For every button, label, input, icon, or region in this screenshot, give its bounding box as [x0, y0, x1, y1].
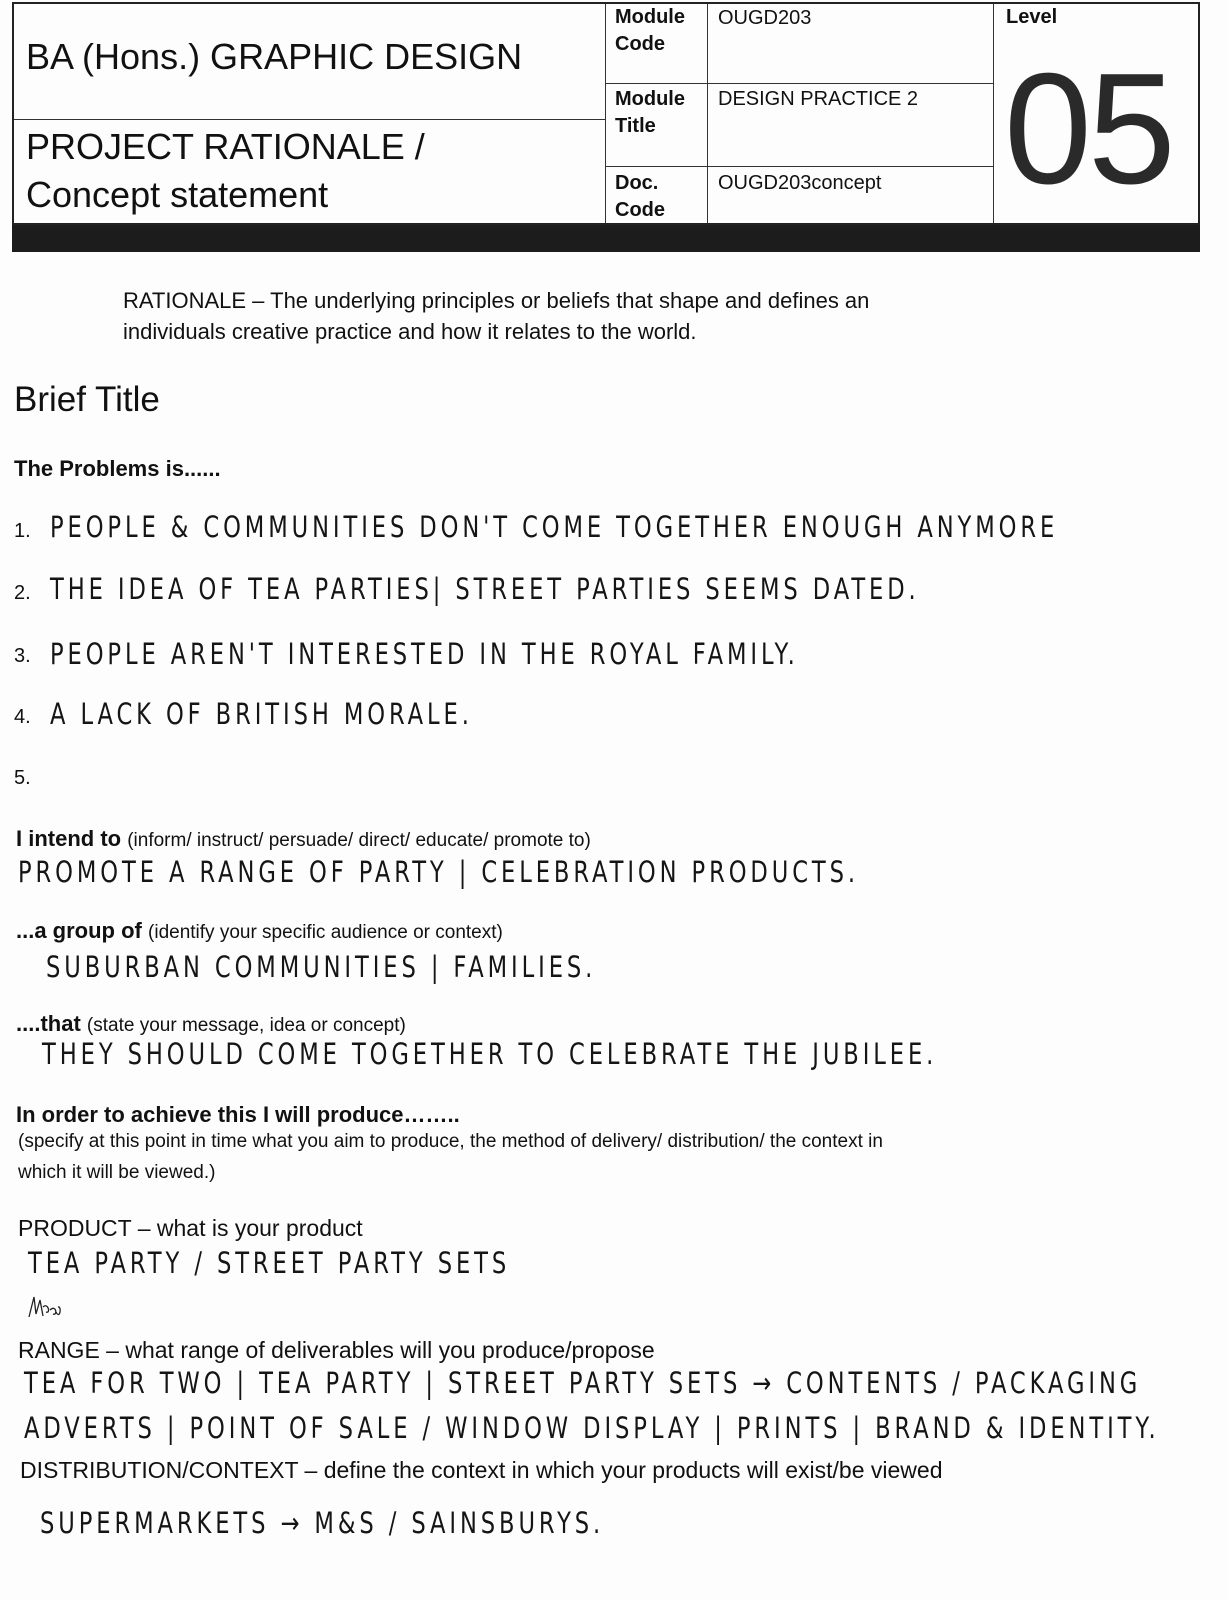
that-label: ....that (state your message, idea or concept)	[16, 1011, 406, 1036]
distribution-label: DISTRIBUTION/CONTEXT – define the context in which your products will exist/be viewed	[20, 1457, 943, 1483]
brief-title: Brief Title	[14, 380, 160, 419]
range-answer-line2: ADVERTS | POINT OF SALE / WINDOW DISPLAY | PRINTS | BRAND & IDENTITY.	[24, 1411, 1160, 1445]
problem-number: 3.	[14, 645, 31, 667]
course-title: BA (Hons.) GRAPHIC DESIGN	[26, 36, 523, 77]
group-label: ...a group of (identify your specific audience or context)	[16, 918, 503, 943]
module-title-label: Module Title	[615, 88, 685, 137]
rationale-definition: RATIONALE – The underlying principles or beliefs that shape and defines an individuals creative practice and how it relates to the world.	[123, 288, 870, 344]
problem-answer: A LACK OF BRITISH MORALE.	[50, 697, 473, 731]
doc-title-line1: PROJECT RATIONALE /	[26, 126, 425, 167]
product-answer: TEA PARTY / STREET PARTY SETS	[28, 1246, 511, 1280]
produce-heading: In order to achieve this I will produce……..	[16, 1102, 460, 1127]
produce-hint: (specify at this point in time what you aim to produce, the method of delivery/ distribution/ the context in which it will be viewed.)	[18, 1131, 883, 1183]
range-label: RANGE – what range of deliverables will you produce/propose	[18, 1337, 655, 1363]
problem-number: 4.	[14, 706, 31, 728]
problem-answer: PEOPLE & COMMUNITIES DON'T COME TOGETHER ENOUGH ANYMORE	[50, 510, 1059, 544]
module-title-value: DESIGN PRACTICE 2	[718, 88, 919, 110]
header-table	[12, 2, 1200, 225]
doc-code-value: OUGD203concept	[718, 172, 882, 194]
module-code-value: OUGD203	[718, 7, 812, 29]
problem-answer: PEOPLE AREN'T INTERESTED IN THE ROYAL FAMILY.	[50, 637, 799, 671]
module-code-label: Module Code	[615, 6, 685, 55]
problems-heading: The Problems is......	[14, 456, 221, 481]
intend-label: I intend to (inform/ instruct/ persuade/ direct/ educate/ promote to)	[16, 826, 591, 851]
intend-answer: PROMOTE A RANGE OF PARTY | CELEBRATION PRODUCTS.	[18, 855, 859, 889]
scribble-mark	[26, 1292, 66, 1322]
problem-number: 5.	[14, 767, 31, 789]
level-label: Level	[1006, 6, 1058, 28]
problem-number: 2.	[14, 582, 31, 604]
group-answer: SUBURBAN COMMUNITIES | FAMILIES.	[46, 950, 597, 984]
that-answer: THEY SHOULD COME TOGETHER TO CELEBRATE THE JUBILEE.	[42, 1037, 938, 1071]
problem-answer: THE IDEA OF TEA PARTIES| STREET PARTIES SEEMS DATED.	[50, 572, 920, 606]
header-divider-bar	[12, 225, 1200, 252]
product-label: PRODUCT – what is your product	[18, 1215, 363, 1241]
problem-number: 1.	[14, 520, 31, 542]
doc-code-label: Doc. Code	[615, 172, 665, 221]
level-value: 05	[1004, 41, 1172, 217]
distribution-answer: SUPERMARKETS → M&S / SAINSBURYS.	[40, 1506, 605, 1540]
range-answer-line1: TEA FOR TWO | TEA PARTY | STREET PARTY SETS → CONTENTS / PACKAGING	[24, 1366, 1142, 1400]
doc-title-line2: Concept statement	[26, 174, 329, 215]
